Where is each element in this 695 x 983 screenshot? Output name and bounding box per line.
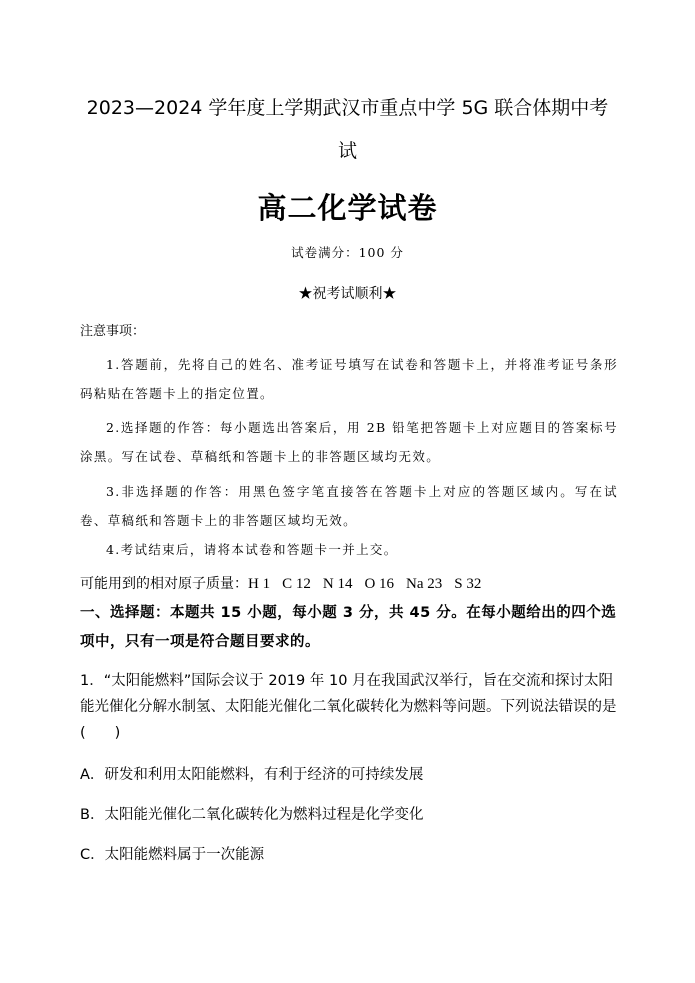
- good-luck-text: ★祝考试顺利★: [298, 286, 397, 302]
- atomic-mass-s: S 32: [454, 576, 482, 592]
- notice-item-3-text: 3.非选择题的作答：用黑色签字笔直接答在答题卡上对应的答题区域内。写在试卷、草稿纸和答题卡上的非答题区域均无效。: [80, 484, 618, 528]
- notice-item-2: [80, 413, 618, 471]
- exam-title-line1: 2023—2024 学年度上学期武汉市重点中学 5G 联合体期中考: [86, 97, 609, 119]
- atomic-mass-na: Na 23: [406, 576, 443, 592]
- atomic-mass-o: O 16: [364, 576, 395, 592]
- notice-item-4: [80, 535, 618, 564]
- notice-item-1: [80, 350, 618, 408]
- question-1-text: 1．“太阳能燃料”国际会议于 2019 年 10 月在我国武汉举行，旨在交流和探讨太阳能光催化分解水制氢、太阳能光催化二氧化碳转化为燃料等问题。下列说法错误的是: [80, 673, 617, 715]
- exam-title-line2: 试: [337, 140, 357, 162]
- page-title: 高二化学试卷: [257, 191, 438, 225]
- notice-item-1-text: 1.答题前，先将自己的姓名、准考证号填写在试卷和答题卡上，并将准考证号条形码粘贴在答题卡上的指定位置。: [80, 357, 618, 401]
- question-1-blank: ( ): [80, 725, 121, 741]
- notice-item-2-text: 2.选择题的作答：每小题选出答案后，用 2B 铅笔把答题卡上对应题目的答案标号涂黑。写在试卷、草稿纸和答题卡上的非答题区域均无效。: [80, 420, 618, 464]
- question-1-stem: [80, 668, 620, 746]
- question-1-option-a: A．研发和利用太阳能燃料，有利于经济的可持续发展: [80, 767, 424, 783]
- atomic-mass-h: H 1: [248, 576, 271, 592]
- notice-item-4-text: 4.考试结束后，请将本试卷和答题卡一并上交。: [106, 542, 398, 557]
- question-1-option-c: C．太阳能燃料属于一次能源: [80, 847, 265, 863]
- notice-item-3: [80, 477, 618, 535]
- atomic-mass-n: N 14: [322, 576, 353, 592]
- atomic-mass-line: [80, 573, 481, 593]
- atomic-mass-c: C 12: [282, 576, 311, 592]
- question-1-option-b: B．太阳能光催化二氧化碳转化为燃料过程是化学变化: [80, 807, 424, 823]
- score-info: 试卷满分：100 分: [291, 245, 404, 260]
- notice-heading: 注意事项：: [80, 324, 146, 339]
- section-heading: 一、选择题：本题共 15 小题，每小题 3 分，共 45 分。在每小题给出的四个选项中，只有一项是符合题目要求的。: [80, 605, 617, 650]
- atomic-mass-label: 可能用到的相对原子质量：: [80, 576, 248, 592]
